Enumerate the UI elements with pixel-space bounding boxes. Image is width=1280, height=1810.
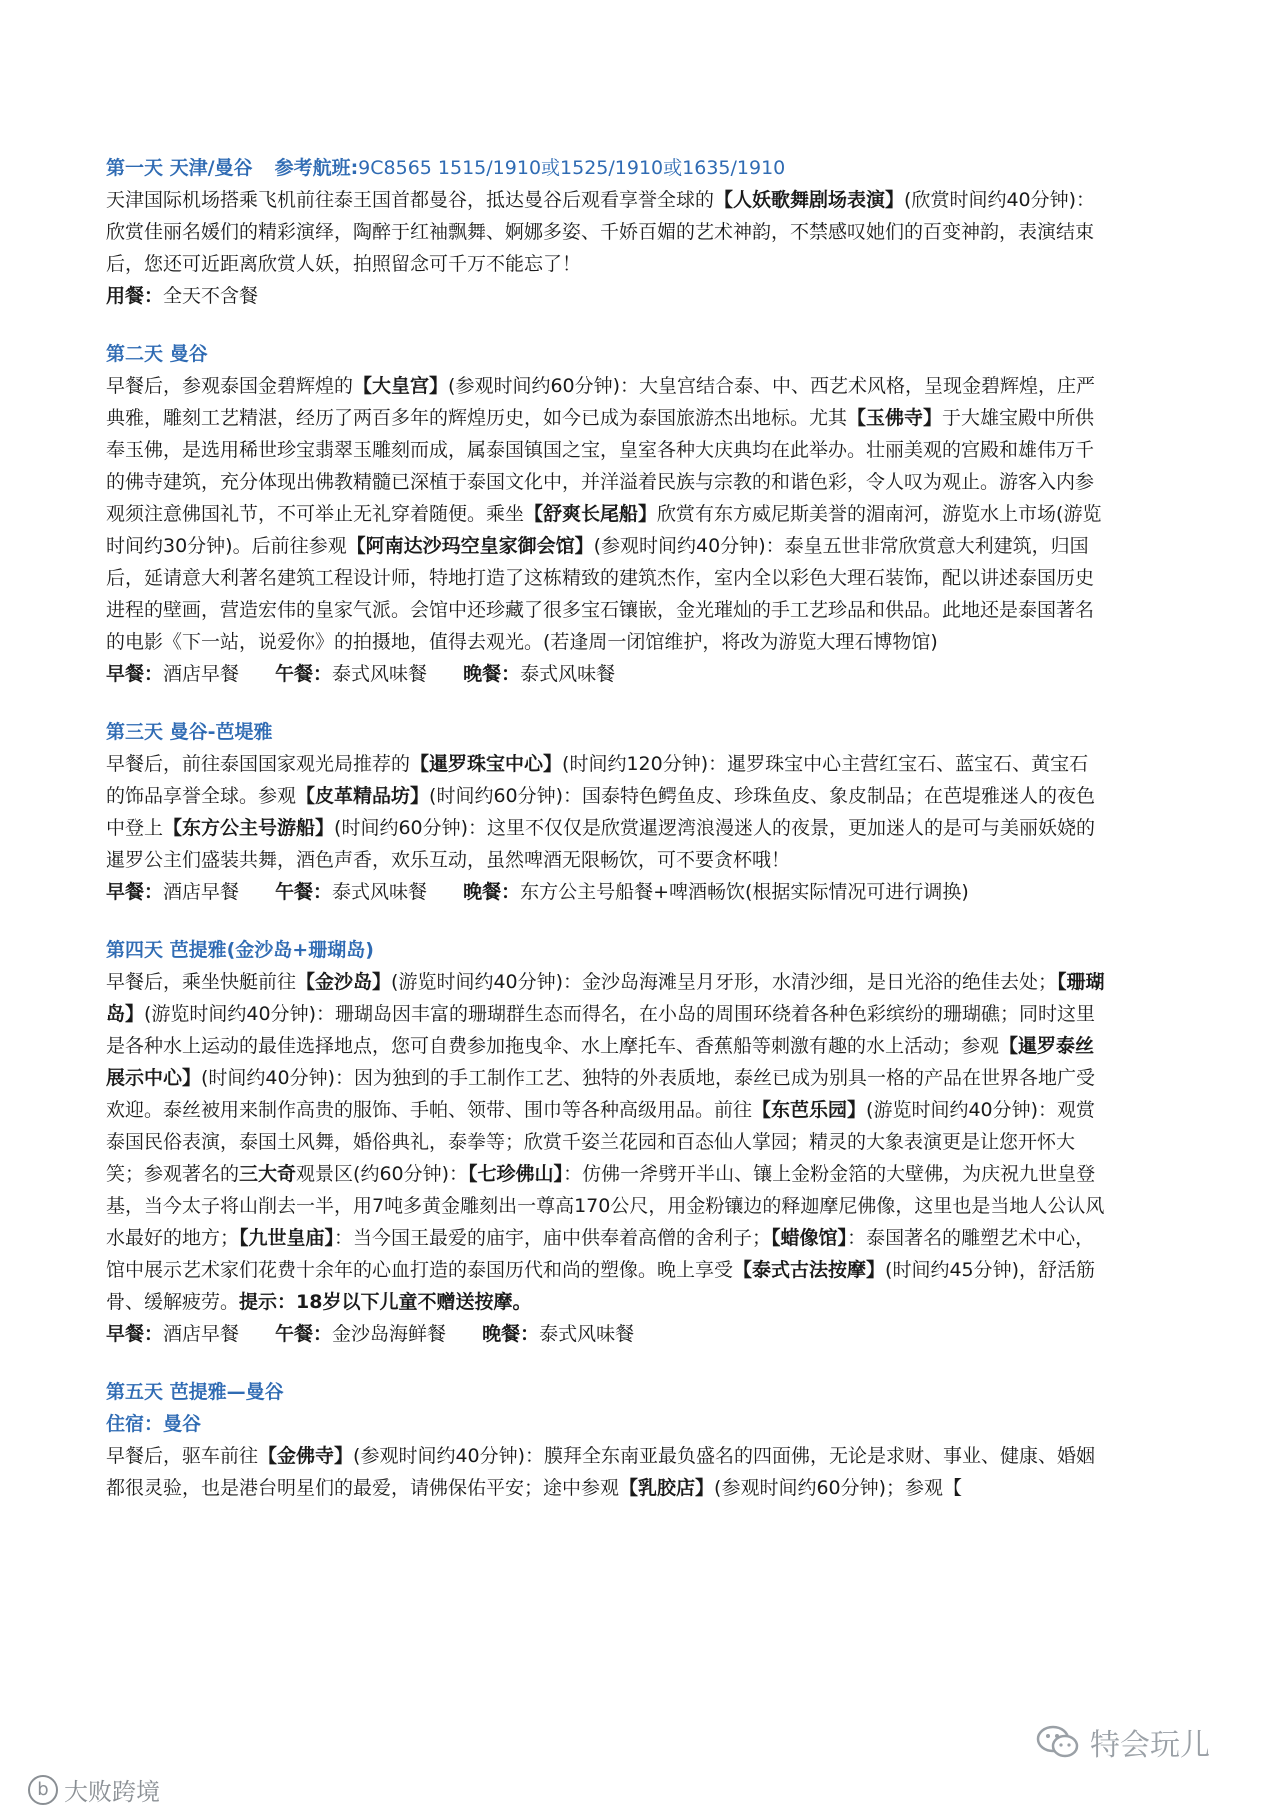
meal-item bbox=[463, 658, 615, 690]
highlight-text: 【皮革精品坊】 bbox=[296, 785, 430, 807]
description-text: (参观时间约60分钟)；参观【 bbox=[714, 1477, 963, 1499]
day-subtitle: 住宿：曼谷 bbox=[106, 1413, 202, 1435]
meal-item bbox=[275, 1318, 446, 1350]
day-title bbox=[106, 1376, 1106, 1408]
description-text: (时间约120分钟)：暹罗珠宝中心主营红宝石、蓝宝石、黄宝石的饰品享誉全球。参观 bbox=[106, 753, 1089, 807]
watermark-brand bbox=[28, 1772, 160, 1807]
meal-value: 金沙岛海鲜餐 bbox=[332, 1323, 447, 1345]
day-section bbox=[106, 716, 1106, 908]
meal-item bbox=[106, 658, 239, 690]
meal-value: 泰式风味餐 bbox=[332, 663, 428, 685]
highlight-text: 【暹罗泰丝展示中心】 bbox=[106, 1035, 1095, 1089]
meal-label: 午餐： bbox=[275, 663, 333, 685]
meal-value: 泰式风味餐 bbox=[520, 663, 616, 685]
day-section bbox=[106, 1376, 1106, 1504]
highlight-text: 【泰式古法按摩】 bbox=[733, 1259, 886, 1281]
day-title bbox=[106, 716, 1106, 748]
meal-label: 早餐： bbox=[106, 1323, 164, 1345]
meal-label: 晚餐： bbox=[463, 881, 521, 903]
meal-item bbox=[106, 280, 258, 312]
description-text: ：当今国王最爱的庙宇，庙中供奉着高僧的舍利子； bbox=[334, 1227, 772, 1249]
description-text: (欣赏时间约40分钟)：欣赏佳丽名媛们的精彩演绎，陶醉于红袖飘舞、婀娜多姿、千娇百媚的艺术神韵，不禁感叹她们的百变神韵，表演结束后，您还可近距离欣赏人妖，拍照留念可千万不能忘了！ bbox=[106, 189, 1096, 275]
meal-label: 用餐： bbox=[106, 285, 164, 307]
description-text: (参观时间约40分钟)：膜拜全东南亚最负盛名的四面佛，无论是求财、事业、健康、婚姻都很灵验，也是港台明星们的最爱，请佛保佑平安；途中参观 bbox=[106, 1445, 1096, 1499]
itinerary-document bbox=[106, 152, 1106, 1530]
meal-item bbox=[106, 1318, 239, 1350]
description-text: 观景区(约60分钟)： bbox=[296, 1163, 469, 1185]
highlight-text: 【阿南达沙玛空皇家御会馆】 bbox=[346, 535, 594, 557]
meal-label: 早餐： bbox=[106, 663, 164, 685]
meals-row bbox=[106, 280, 1106, 312]
day-title-text: 第五天 芭提雅—曼谷 bbox=[106, 1381, 284, 1403]
brand-logo-icon: b bbox=[28, 1775, 58, 1805]
description-text: (游览时间约40分钟)：金沙岛海滩呈月牙形，水清沙细，是日光浴的绝佳去处； bbox=[391, 971, 1058, 993]
day-title-text: 第三天 曼谷-芭堤雅 bbox=[106, 721, 273, 743]
meal-item bbox=[275, 876, 427, 908]
highlight-text: 【九世皇庙】 bbox=[239, 1227, 335, 1249]
meal-value: 酒店早餐 bbox=[163, 881, 240, 903]
meals-row bbox=[106, 876, 1106, 908]
day-title-text: 第一天 天津/曼谷 bbox=[106, 157, 253, 179]
highlight-text: 【玉佛寺】 bbox=[847, 407, 943, 429]
watermark-right-text: 特会玩儿 bbox=[1090, 1728, 1210, 1763]
description-text: 早餐后，乘坐快艇前往 bbox=[106, 971, 297, 993]
description-text: (参观时间约60分钟)：大皇宫结合泰、中、西艺术风格，呈现金碧辉煌，庄严典雅，雕刻工艺精湛，经历了两百多年的辉煌历史，如今已成为泰国旅游杰出地标。尤其 bbox=[106, 375, 1096, 429]
flight-label: 参考航班: bbox=[274, 157, 359, 179]
watermark-wechat bbox=[1036, 1720, 1210, 1764]
day-title bbox=[106, 934, 1106, 966]
meal-value: 酒店早餐 bbox=[163, 663, 240, 685]
day-description bbox=[106, 370, 1106, 658]
meal-label: 晚餐： bbox=[463, 663, 521, 685]
watermark-left-text: 大败跨境 bbox=[64, 1778, 160, 1806]
description-text: (时间约60分钟)：这里不仅仅是欣赏暹逻湾浪漫迷人的夜景，更加迷人的是可与美丽妖娆的暹罗公主们盛装共舞，酒色声香，欢乐互动，虽然啤酒无限畅饮，可不要贪杯哦！ bbox=[106, 817, 1096, 871]
day-title bbox=[106, 338, 1106, 370]
highlight-text: 【大皇宫】 bbox=[353, 375, 449, 397]
highlight-text: 三大奇 bbox=[239, 1163, 297, 1185]
meal-item bbox=[106, 876, 239, 908]
highlight-text: 【舒爽长尾船】 bbox=[524, 503, 658, 525]
highlight-text: 【暹罗珠宝中心】 bbox=[410, 753, 563, 775]
day-description bbox=[106, 1440, 1106, 1504]
meals-row bbox=[106, 658, 1106, 690]
meal-value: 酒店早餐 bbox=[163, 1323, 240, 1345]
highlight-text: 【七珍佛山】 bbox=[468, 1163, 564, 1185]
day-section bbox=[106, 934, 1106, 1350]
day-description bbox=[106, 966, 1106, 1318]
description-text: 于大雄宝殿中所供奉玉佛，是选用稀世珍宝翡翠玉雕刻而成，属泰国镇国之宝，皇室各种大庆典均在此举办。壮丽美观的宫殿和雄伟万千的佛寺建筑，充分体现出佛教精髓已深植于泰国文化中，并洋溢着民族与宗教的和谐色彩，令人叹为观止。游客入内参观须注意佛国礼节，不可举止无礼穿着随便。乘坐 bbox=[106, 407, 1095, 525]
meal-label: 晚餐： bbox=[482, 1323, 540, 1345]
meal-item bbox=[275, 658, 427, 690]
highlight-text: 【金佛寺】 bbox=[258, 1445, 354, 1467]
highlight-text: 【人妖歌舞剧场表演】 bbox=[714, 189, 905, 211]
day-title bbox=[106, 152, 1106, 184]
meal-value: 东方公主号船餐+啤酒畅饮(根据实际情况可进行调换) bbox=[520, 881, 969, 903]
highlight-text: 【东芭乐园】 bbox=[752, 1099, 867, 1121]
day-section bbox=[106, 338, 1106, 690]
day-title-text: 第四天 芭提雅(金沙岛+珊瑚岛) bbox=[106, 939, 374, 961]
description-text: 早餐后，驱车前往 bbox=[106, 1445, 259, 1467]
meal-value: 全天不含餐 bbox=[163, 285, 259, 307]
description-text: ：仿佛一斧劈开半山、镶上金粉金箔的大壁佛，为庆祝九世皇登基，当今太子将山削去一半，用7吨多黄金雕刻出一尊高170公尺，用金粉镶边的释迦摩尼佛像，这里也是当地人公认风水最好的地方； bbox=[106, 1163, 1105, 1249]
description-text: (游览时间约40分钟)：观赏泰国民俗表演，泰国土风舞，婚俗典礼，泰拳等；欣赏千姿兰花园和百态仙人掌园；精灵的大象表演更是让您开怀大笑；参观著名的 bbox=[106, 1099, 1096, 1185]
highlight-text: 提示：18岁以下儿童不赠送按摩。 bbox=[239, 1291, 532, 1313]
description-text: (时间约40分钟)：因为独到的手工制作工艺、独特的外表质地，泰丝已成为别具一格的产品在世界各地广受欢迎。泰丝被用来制作高贵的服饰、手帕、领带、围巾等各种高级用品。前往 bbox=[106, 1067, 1096, 1121]
highlight-text: 【东方公主号游船】 bbox=[163, 817, 335, 839]
description-text: 欣赏有东方威尼斯美誉的湄南河，游览水上市场(游览时间约30分钟)。后前往参观 bbox=[106, 503, 1102, 557]
meal-value: 泰式风味餐 bbox=[539, 1323, 635, 1345]
meals-row bbox=[106, 1318, 1106, 1350]
meal-label: 午餐： bbox=[275, 881, 333, 903]
highlight-text: 【乳胶店】 bbox=[619, 1477, 715, 1499]
description-text: 早餐后，参观泰国金碧辉煌的 bbox=[106, 375, 354, 397]
day-description bbox=[106, 748, 1106, 876]
wechat-icon bbox=[1036, 1725, 1080, 1759]
meal-item bbox=[482, 1318, 634, 1350]
day-description bbox=[106, 184, 1106, 280]
meal-value: 泰式风味餐 bbox=[332, 881, 428, 903]
meal-label: 午餐： bbox=[275, 1323, 333, 1345]
meal-item bbox=[463, 876, 969, 908]
day-title-text: 第二天 曼谷 bbox=[106, 343, 208, 365]
description-text: ：泰国著名的雕塑艺术中心，馆中展示艺术家们花费十余年的心血打造的泰国历代和尚的塑像。晚上享受 bbox=[106, 1227, 1095, 1281]
description-text: (时间约45分钟)，舒活筋骨、缓解疲劳。 bbox=[106, 1259, 1096, 1313]
highlight-text: 【珊瑚岛】 bbox=[106, 971, 1105, 1025]
description-text: (游览时间约40分钟)：珊瑚岛因丰富的珊瑚群生态而得名，在小岛的周围环绕着各种色彩缤纷的珊瑚礁；同时这里是各种水上运动的最佳选择地点，您可自费参加拖曳伞、水上摩托车、香蕉船等刺激有趣的水上活动；参观 bbox=[106, 1003, 1096, 1057]
description-text: (参观时间约40分钟)：泰皇五世非常欣赏意大利建筑，归国后，延请意大利著名建筑工程设计师，特地打造了这栋精致的建筑杰作，室内全以彩色大理石装饰，配以讲述泰国历史进程的壁画，营造宏伟的皇家气派。会馆中还珍藏了很多宝石镶嵌，金光璀灿的手工艺珍品和供品。此地还是泰国著名的电影《下一站，说爱你》的拍摄地，值得去观光。(若逢周一闭馆维护，将改为游览大理石博物馆) bbox=[106, 535, 1095, 653]
description-text: (时间约60分钟)：国泰特色鳄鱼皮、珍珠鱼皮、象皮制品；在芭堤雅迷人的夜色中登上 bbox=[106, 785, 1096, 839]
meal-label: 早餐： bbox=[106, 881, 164, 903]
description-text: 早餐后，前往泰国国家观光局推荐的 bbox=[106, 753, 411, 775]
highlight-text: 【蜡像馆】 bbox=[771, 1227, 848, 1249]
flight-info: 9C8565 1515/1910或1525/1910或1635/1910 bbox=[358, 157, 786, 179]
day-section bbox=[106, 152, 1106, 312]
highlight-text: 【金沙岛】 bbox=[296, 971, 392, 993]
description-text: 天津国际机场搭乘飞机前往泰王国首都曼谷，抵达曼谷后观看享誉全球的 bbox=[106, 189, 715, 211]
